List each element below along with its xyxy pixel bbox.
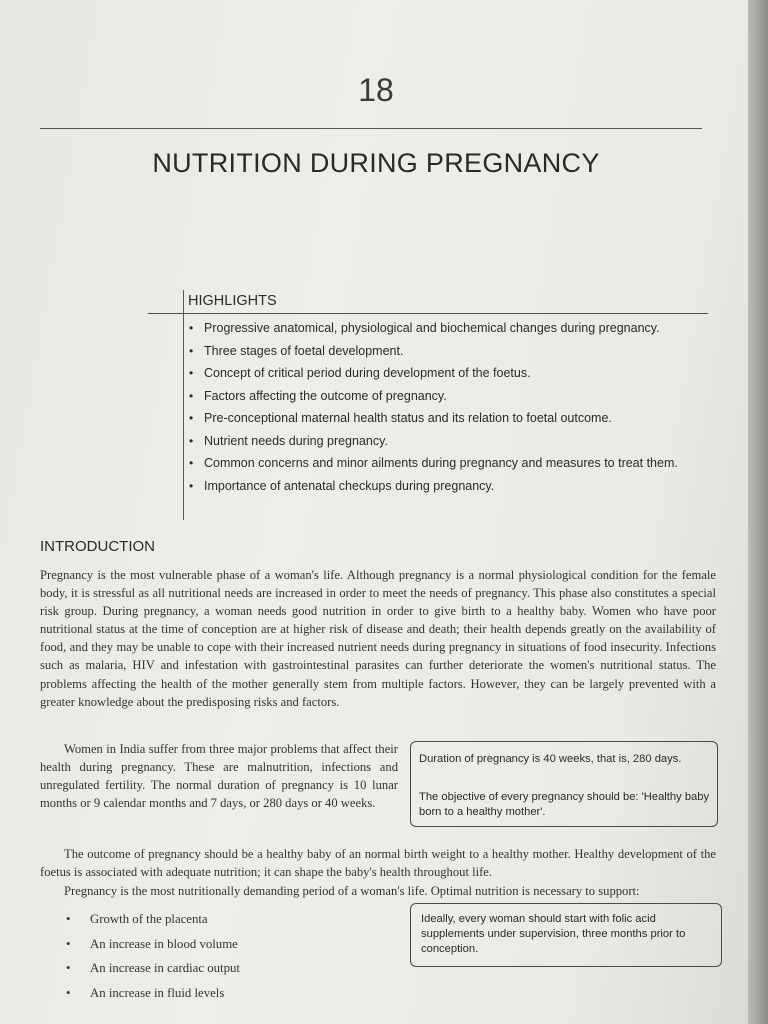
bullet-icon: • xyxy=(189,411,194,425)
highlight-item: • Nutrient needs during pregnancy. xyxy=(189,433,388,448)
highlight-item: • Pre-conceptional maternal health status and its relation to foetal outcome. xyxy=(189,411,612,425)
support-item: • An increase in blood volume xyxy=(66,936,238,951)
bullet-icon: • xyxy=(189,388,194,403)
folic-acid-callout-text: Ideally, every woman should start with folic acid supplements under supervision, three months prior to conception. xyxy=(421,913,686,955)
bullet-icon: • xyxy=(189,366,194,380)
chapter-rule xyxy=(40,128,702,129)
introduction-paragraph-3: The outcome of pregnancy should be a healthy baby of an normal birth weight to a healthy mother. Healthy development of the foetus is associated with adequate nutrition; it can shape the baby's health throughout life. xyxy=(40,847,716,880)
objective-callout-text: The objective of every pregnancy should be: 'Healthy baby born to a healthy mother'. xyxy=(419,791,710,818)
highlight-item: • Factors affecting the outcome of pregnancy. xyxy=(189,388,447,403)
introduction-heading: INTRODUCTION xyxy=(40,538,155,555)
bullet-icon: • xyxy=(189,343,194,358)
introduction-paragraph-4: Pregnancy is the most nutritionally demanding period of a woman's life. Optimal nutrition is necessary to support: xyxy=(64,884,640,898)
support-item: • Growth of the placenta xyxy=(66,912,208,926)
bullet-icon: • xyxy=(189,321,194,335)
highlights-rule xyxy=(148,313,708,314)
introduction-paragraph-1: Pregnancy is the most vulnerable phase of a woman's life. Although pregnancy is a normal physiological condition for the female body, it is stressful as all nutritional needs are increased in order to meet the needs of pregnancy. This phase also constitutes a special risk group. During pregnancy, a woman needs good nutrition in order to give birth to a healthy baby. Women who have poor nutritional status at the time of conception are at higher risk of disease and death; their health depends greatly on the availability of food, and they may be unable to cope with their increased nutrient needs during pregnancy in situations of food insecurity. Infections such as malaria, HIV and infestation with gastrointestinal parasites can further deteriorate the women's nutritional status. The problems affecting the health of the mother generally stem from multiple factors. However, they can be largely prevented with a greater knowledge about the predisposing risks and factors. xyxy=(40,568,716,709)
support-item: • An increase in fluid levels xyxy=(66,985,225,1000)
duration-callout-text: Duration of pregnancy is 40 weeks, that is, 280 days. xyxy=(419,753,682,765)
highlights-vertical-rule xyxy=(183,290,184,520)
support-item: • An increase in cardiac output xyxy=(66,961,240,975)
duration-callout-box xyxy=(410,741,718,827)
highlight-item: • Common concerns and minor ailments during pregnancy and measures to treat them. xyxy=(189,456,678,470)
bullet-icon: • xyxy=(66,985,71,1000)
highlight-item: • Progressive anatomical, physiological and biochemical changes during pregnancy. xyxy=(189,321,660,335)
chapter-number: 18 xyxy=(358,72,394,108)
bullet-icon: • xyxy=(66,961,71,975)
highlights-list xyxy=(188,320,718,500)
bullet-icon: • xyxy=(66,936,71,951)
chapter-title: NUTRITION DURING PREGNANCY xyxy=(152,148,600,178)
bullet-icon: • xyxy=(66,912,71,926)
folic-acid-callout-box xyxy=(410,903,722,967)
bullet-icon: • xyxy=(189,433,194,448)
support-list xyxy=(66,910,240,1008)
bullet-icon: • xyxy=(189,456,194,470)
introduction-paragraph-2: Women in India suffer from three major problems that affect their health during pregnancy. These are malnutrition, infections and unregulated fertility. The normal duration of pregnancy is 10 lunar months or 9 calendar months and 7 days, or 280 days or 40 weeks. xyxy=(40,742,398,811)
highlight-item: • Importance of antenatal checkups during pregnancy. xyxy=(189,478,495,493)
bullet-icon: • xyxy=(189,478,194,493)
highlights-heading: HIGHLIGHTS xyxy=(188,293,277,309)
highlight-item: • Three stages of foetal development. xyxy=(189,343,404,358)
highlight-item: • Concept of critical period during development of the foetus. xyxy=(189,366,531,380)
page-edge xyxy=(748,0,768,1024)
